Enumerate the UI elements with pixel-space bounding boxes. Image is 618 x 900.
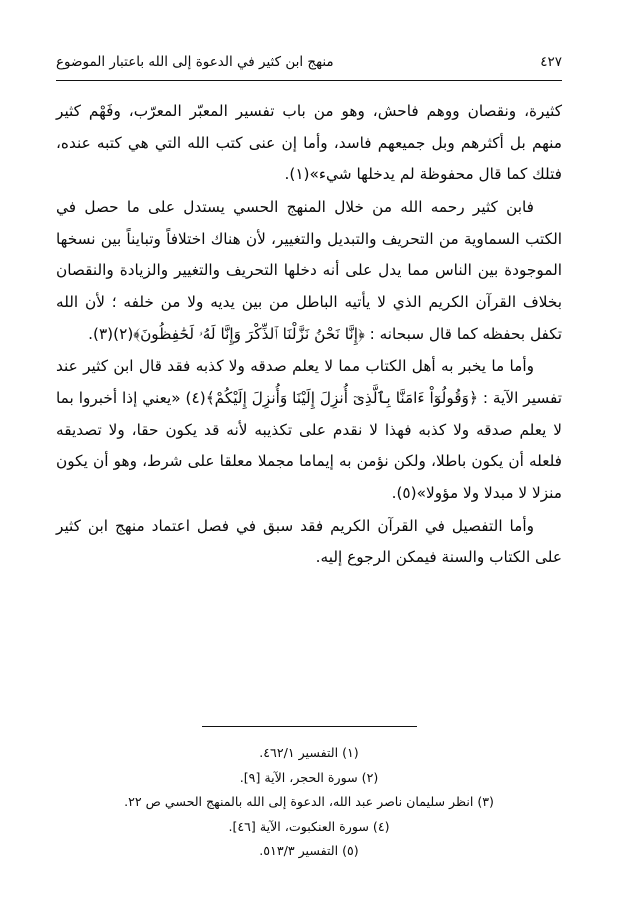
header-title: منهج ابن كثير في الدعوة إلى الله باعتبار الموضوع bbox=[56, 54, 334, 70]
page-number: ٤٢٧ bbox=[540, 54, 562, 70]
page-body bbox=[56, 96, 562, 574]
footnotes-divider bbox=[202, 726, 417, 727]
footnote-1: (١) التفسير ٤٦٢/١. bbox=[259, 745, 359, 761]
footnote-3: (٣) انظر سليمان ناصر عبد الله، الدعوة إلى الله بالمنهج الحسي ص ٢٢. bbox=[124, 794, 494, 810]
footnote-5: (٥) التفسير ٥١٣/٣. bbox=[259, 843, 359, 859]
header-divider bbox=[56, 80, 562, 81]
body-paragraph-3: وأما ما يخبر به أهل الكتاب مما لا يعلم صدقه ولا كذبه فقد قال ابن كثير عند تفسير الآية : ﴿وَقُولُوٓاْ ءَامَنَّا بِٱلَّذِىٓ أُنزِلَ إِلَيْنَا وَأُنزِلَ إِلَيْكُمْ﴾(٤) «يعني إذا أخبروا بما لا يعلم صدقه ولا كذبه فهذا لا نقدم على تكذيبه لأنه قد يكون حقا، ولا تصديقه فلعله أن يكون باطلا، ولكن نؤمن به إيماما مجملا معلقا على شرط، وهو أن يكون منزلا لا مبدلا ولا مؤولا»(٥). bbox=[56, 357, 562, 502]
footnote-2: (٢) سورة الحجر، الآية [٩]. bbox=[239, 769, 379, 785]
body-paragraph-2: فابن كثير رحمه الله من خلال المنهج الحسي يستدل على ما حصل في الكتب السماوية من التحريف والتبديل والتغيير، لأن هناك اختلافاً وتبايناً بين نسخها الموجودة بين الناس مما يدل على أنه دخلها التحريف والتغيير والزيادة والنقصان بخلاف القرآن الكريم الذي لا يأتيه الباطل من بين يديه ولا من خلفه ؛ لأن الله تكفل بحفظه كما قال سبحانه : ﴿إِنَّا نَحْنُ نَزَّلْنَا ٱلذِّكْرَ وَإِنَّا لَهُۥ لَحَٰفِظُونَ﴾(٢)(٣). bbox=[56, 197, 562, 343]
page-header bbox=[56, 54, 562, 70]
body-paragraph-4: وأما التفصيل في القرآن الكريم فقد سبق في فصل اعتماد منهج ابن كثير على الكتاب والسنة فيمكن الرجوع إليه. bbox=[56, 516, 562, 567]
body-paragraph-1: كثيرة، ونقصان ووهم فاحش، وهو من باب تفسير المعبّر المعرّب، وفَهْم كثير منهم بل أكثرهم وبل جميعهم فاسد، وأما إن عنى كتب الله التي هي كتبه عنده، فتلك كما قال محفوظة لم يدخلها شيء»(١). bbox=[56, 102, 562, 184]
footnotes-section bbox=[56, 726, 562, 864]
footnote-4: (٤) سورة العنكبوت، الآية [٤٦]. bbox=[228, 818, 390, 834]
